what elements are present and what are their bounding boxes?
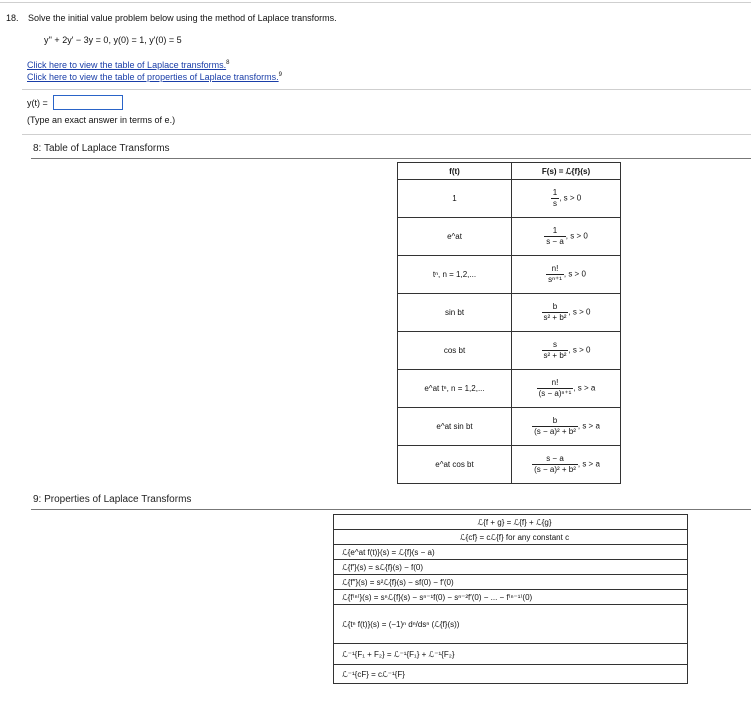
fraction-num: b [552,416,558,425]
table-row [334,644,688,665]
properties-table [333,514,688,684]
problem-statement: Solve the initial value problem below using the method of Laplace transforms. [28,13,337,23]
fraction-den: (s − a)² + b² [534,427,576,436]
table-row [398,256,621,294]
table-row [334,530,688,545]
fraction [532,454,578,475]
F-cell [512,180,621,218]
F-cell [512,294,621,332]
F-cell [512,446,621,484]
header-f: f(t) [398,163,512,180]
laplace-table-title-rule [31,158,751,159]
fraction-num: n! [551,264,559,273]
property-cell: ℒ{f′}(s) = sℒ{f}(s) − f(0) [334,560,688,575]
table-row [334,560,688,575]
property-cell: ℒ{f″}(s) = s²ℒ{f}(s) − sf(0) − f′(0) [334,575,688,590]
F-cell [512,332,621,370]
f-cell: e^at cos bt [398,446,512,484]
fraction-num: 1 [552,226,558,235]
table-row [334,515,688,530]
condition: , s > a [573,383,596,393]
table-row [334,605,688,644]
f-cell: tⁿ, n = 1,2,... [398,256,512,294]
table-row [334,545,688,560]
top-border [0,2,751,3]
laplace-table-link-footnote: 8 [226,60,230,66]
fraction-den: (s − a)ⁿ⁺¹ [538,389,572,398]
condition: , s > 0 [568,345,591,355]
table-row [398,218,621,256]
property-cell: ℒ⁻¹{cF} = cℒ⁻¹{F} [334,665,688,684]
condition: , s > 0 [563,269,586,279]
f-cell: 1 [398,180,512,218]
properties-table-link-footnote: 9 [278,72,282,78]
fraction-den: s² + b² [543,313,567,322]
property-cell: ℒ{cf} = cℒ{f} for any constant c [334,530,688,545]
problem-number: 18. [6,13,19,23]
divider-1 [22,89,751,90]
fraction [551,188,559,209]
property-cell: ℒ⁻¹{F₁ + F₂} = ℒ⁻¹{F₁} + ℒ⁻¹{F₂} [334,644,688,665]
properties-table-link[interactable]: Click here to view the table of properties of Laplace transforms. [27,72,279,82]
F-cell [512,218,621,256]
F-cell [512,370,621,408]
laplace-table-header-row [398,163,621,180]
property-cell: ℒ{f + g} = ℒ{f} + ℒ{g} [334,515,688,530]
fraction-num: 1 [552,188,558,197]
table-row [398,446,621,484]
answer-input[interactable] [53,95,123,110]
fraction-den: s [552,199,557,208]
fraction-num: s [552,340,557,349]
fraction-den: s − a [546,237,564,246]
table-row [398,332,621,370]
property-cell: ℒ{e^at f(t)}(s) = ℒ{f}(s − a) [334,545,688,560]
table-row [398,370,621,408]
F-cell [512,256,621,294]
fraction [532,416,578,437]
fraction [546,264,564,285]
answer-label: y(t) = [27,98,48,108]
fraction-num: s − a [546,454,564,463]
table-row [334,590,688,605]
property-cell: ℒ{f⁽ⁿ⁾}(s) = sⁿℒ{f}(s) − sⁿ⁻¹f(0) − sⁿ⁻²f′(0) − ... − f⁽ⁿ⁻¹⁾(0) [334,590,688,605]
header-F: F(s) = ℒ{f}(s) [512,163,621,180]
laplace-table-title: 8: Table of Laplace Transforms [33,143,170,154]
fraction-den: sⁿ⁺¹ [548,275,562,284]
fraction-num: n! [551,378,559,387]
condition: , s > a [577,459,600,469]
f-cell: cos bt [398,332,512,370]
f-cell: e^at [398,218,512,256]
answer-hint: (Type an exact answer in terms of e.) [27,115,176,125]
table-row [334,665,688,684]
condition: , s > 0 [565,231,588,241]
F-cell [512,408,621,446]
table-row [398,408,621,446]
properties-table-link-row [27,72,282,82]
divider-2 [22,134,751,135]
condition: , s > a [577,421,600,431]
properties-table-title: 9: Properties of Laplace Transforms [33,494,192,505]
fraction [537,378,574,399]
f-cell: e^at sin bt [398,408,512,446]
table-row [398,294,621,332]
laplace-table-link[interactable]: Click here to view the table of Laplace transforms. [27,60,227,70]
laplace-table-link-row [27,60,229,70]
f-cell: e^at tⁿ, n = 1,2,... [398,370,512,408]
fraction [542,302,569,323]
properties-table-title-rule [31,509,751,510]
laplace-table [397,162,621,484]
table-row [398,180,621,218]
f-cell: sin bt [398,294,512,332]
table-row [334,575,688,590]
fraction-den: (s − a)² + b² [534,465,576,474]
condition: , s > 0 [568,307,591,317]
condition: , s > 0 [559,193,582,203]
problem-equation: y'' + 2y' − 3y = 0, y(0) = 1, y'(0) = 5 [44,35,182,45]
fraction [542,340,569,361]
fraction-den: s² + b² [543,351,567,360]
fraction-num: b [552,302,558,311]
fraction [544,226,566,247]
property-cell: ℒ{tⁿ f(t)}(s) = (−1)ⁿ dⁿ/dsⁿ (ℒ{f}(s)) [334,605,688,644]
